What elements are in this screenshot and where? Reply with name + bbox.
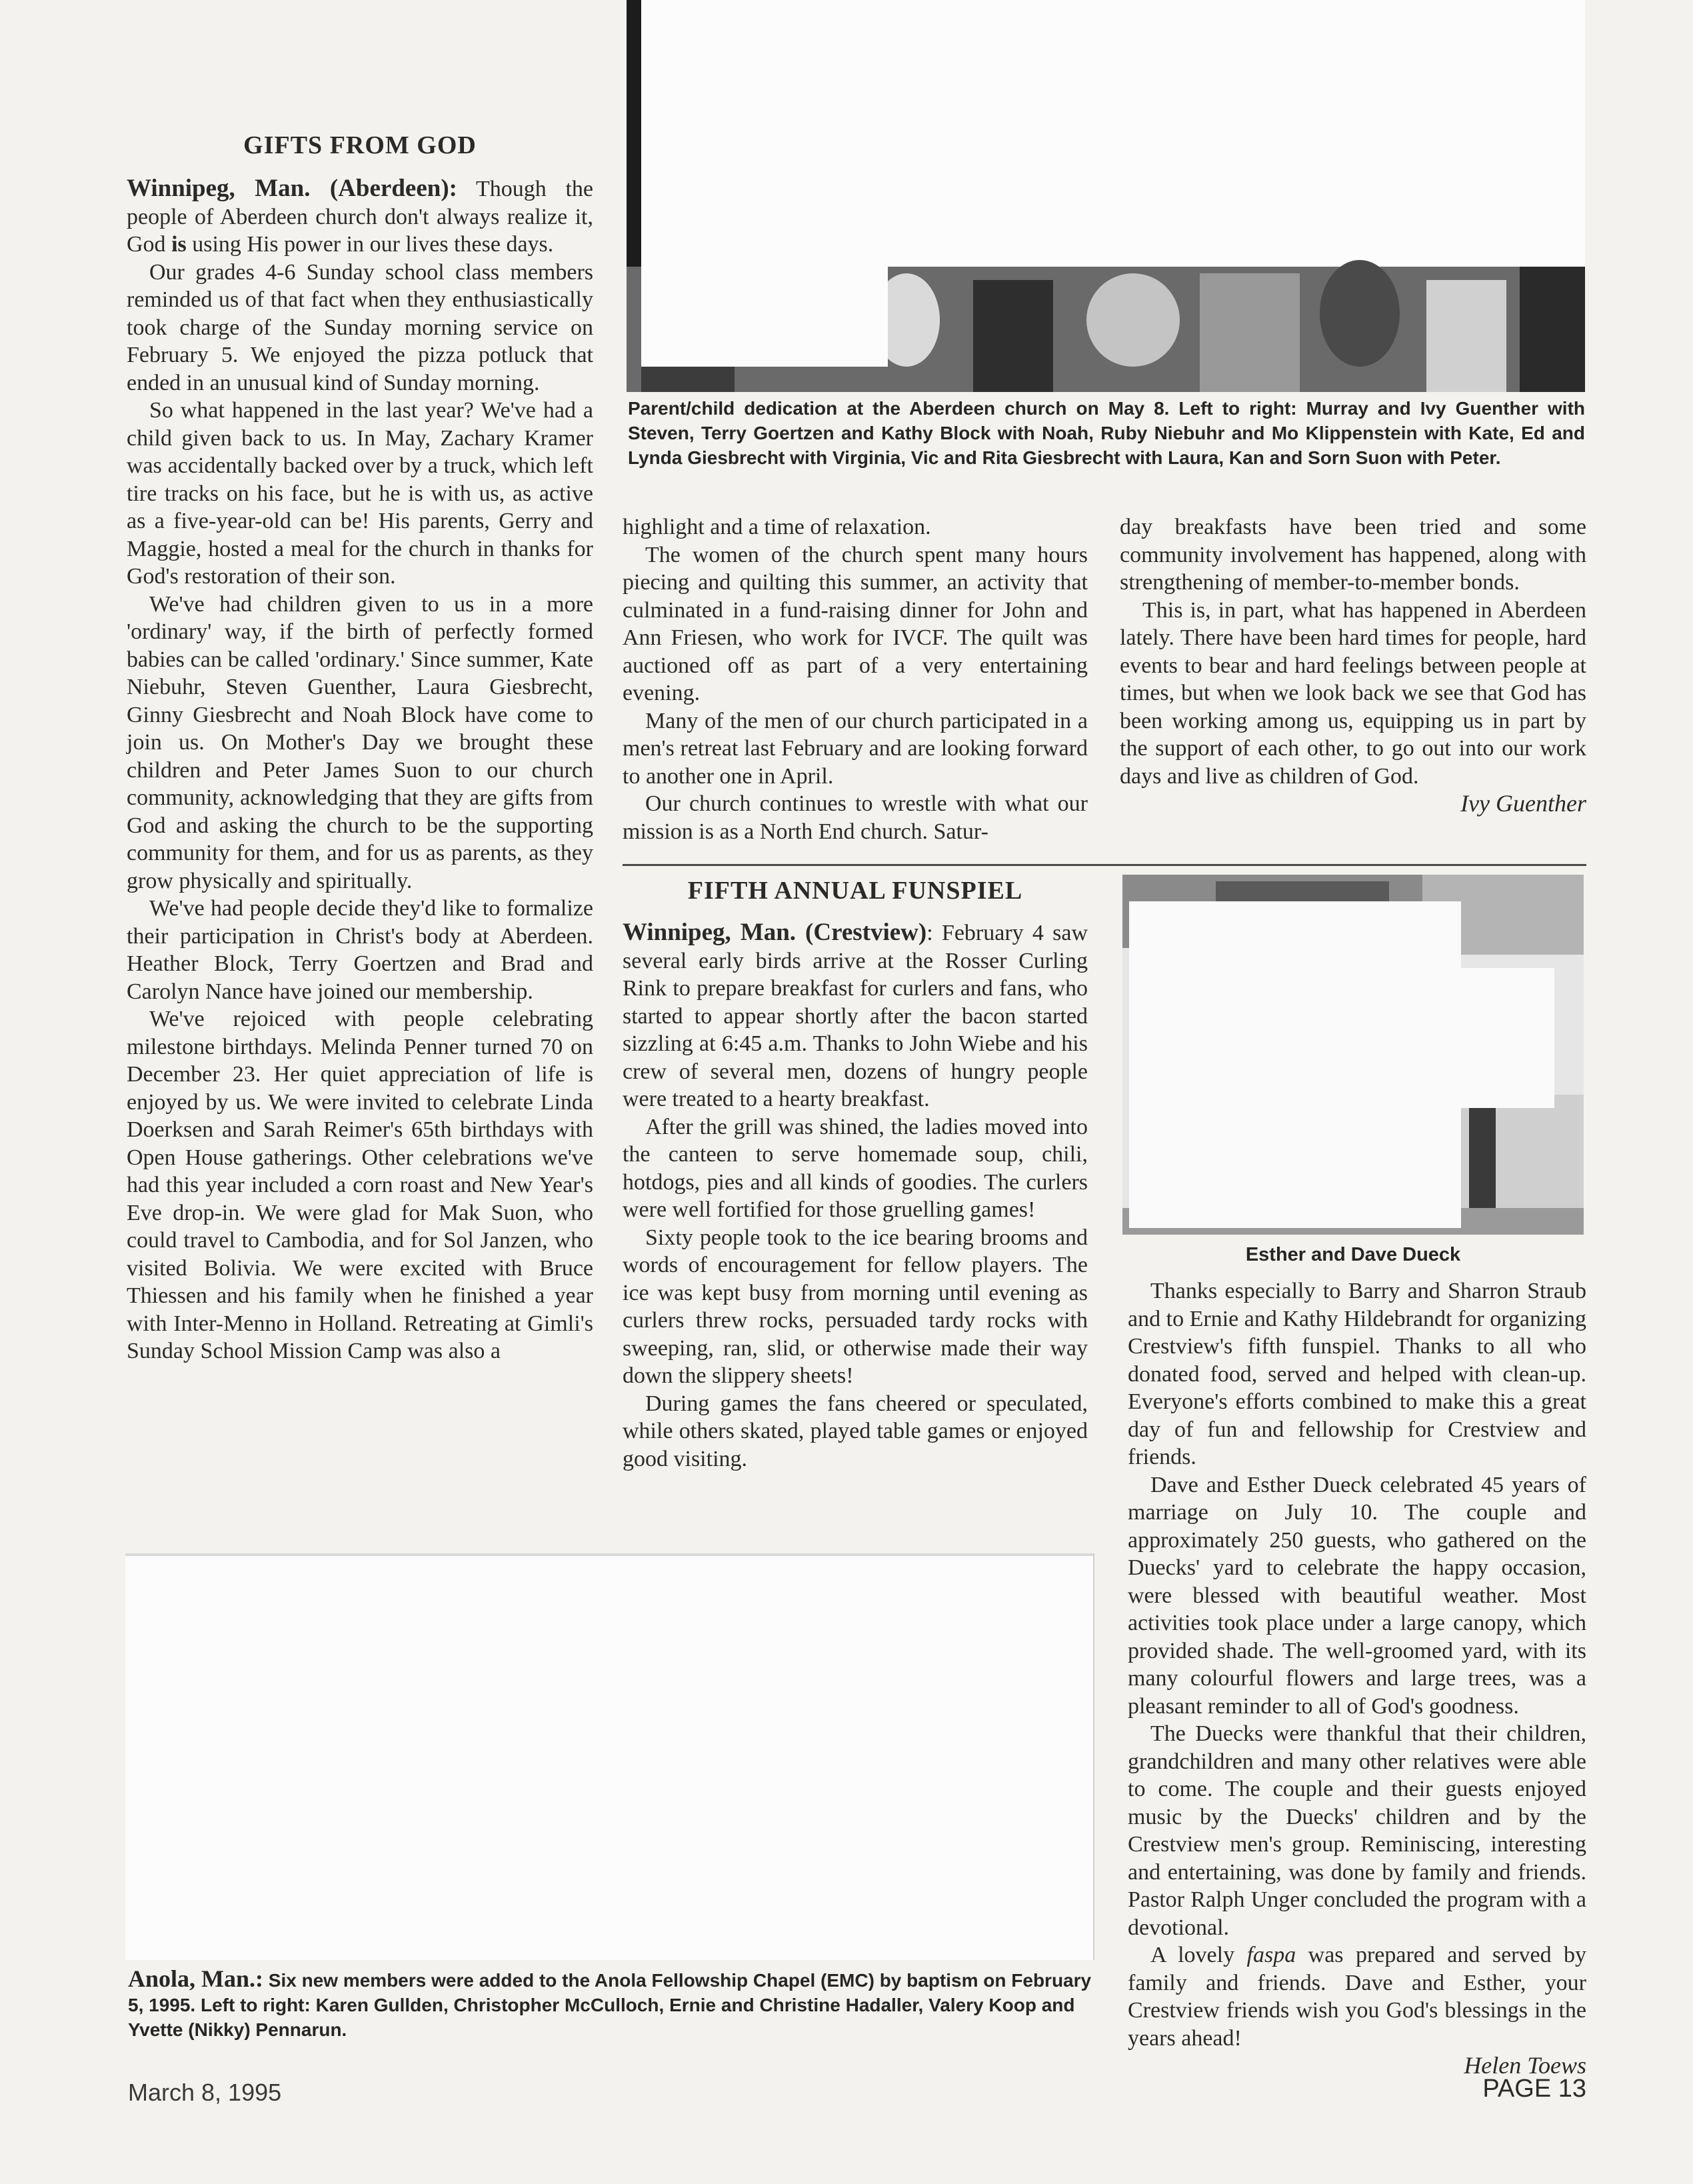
dateline: Winnipeg, Man. (Aberdeen):: [127, 175, 457, 202]
article-headline-funspiel: FIFTH ANNUAL FUNSPIEL: [687, 877, 1023, 905]
article-funspiel: [623, 919, 1088, 1473]
paragraph: So what happened in the last year? We've had a child given back to us. In May, Zachary Kramer was accidentally backed over by a truck, which left tire tracks on his face, but he is with us, as active as a five-year-old can be! His parents, Gerry and Maggie, hosted a meal for the church in thanks for God's restoration of their son.: [127, 398, 593, 589]
text: using His power in our lives these days.: [192, 232, 554, 257]
byline-ivy-guenther: Ivy Guenther: [1460, 790, 1586, 817]
paragraph: highlight and a time of relaxation.: [623, 515, 931, 539]
paragraph: [1128, 1941, 1586, 2052]
emphasis-text: is: [171, 232, 187, 257]
paragraph: This is, in part, what has happened in Aberdeen lately. There have been hard times for people, hard events to bear and hard feelings between people at times, but when we look back we see that God has been working among us, equipping us in part by the support of each other, to go out into our work days and live as children of God.: [1120, 597, 1586, 789]
section-divider: [623, 864, 1586, 866]
byline-helen-toews: Helen Toews: [1464, 2052, 1586, 2079]
article-crestview-continued: [1128, 1277, 1586, 2080]
photo-esther-dave-dueck: [1122, 875, 1584, 1235]
paragraph: Dave and Esther Dueck celebrated 45 years of marriage on July 10. The couple and approximately 250 guests, who gathered on the Duecks' yard to celebrate the happy occasion, were blessed with beautiful weather. Most activities took place under a large canopy, which provided shade. The well-groomed yard, with its many colourful flowers and large trees, was a pleasant reminder to all of God's goodness.: [1128, 1472, 1586, 1719]
paragraph: During games the fans cheered or speculated, while others skated, played table games or enjoyed good visiting.: [623, 1391, 1088, 1471]
text: Six new members were added to the Anola Fellowship Chapel (EMC) by baptism on February 5, 1995. Left to right: Karen Gullden, Christopher McCulloch, Ernie and Christine Hadaller, Valery Koop and Yvette (Nikky) Pennarun.: [128, 1970, 1092, 2040]
photo-image: [125, 1553, 1093, 1960]
text: A lovely: [1150, 1943, 1235, 1967]
paragraph: We've had people decide they'd like to formalize their participation in Christ's body at Aberdeen. Heather Block, Terry Goertzen and Brad and Carolyn Nance have joined our membership.: [127, 896, 593, 1004]
dateline: Anola, Man.:: [128, 1965, 264, 1992]
paragraph: Our grades 4-6 Sunday school class members reminded us of that fact when they enthusiastically took charge of the Sunday morning service on February 5. We enjoyed the pizza potluck that ended in an unusual kind of Sunday morning.: [127, 259, 593, 395]
text: : February 4 saw several early birds arrive at the Rosser Curling Rink to prepare breakfast for curlers and fans, who started to appear shortly after the bacon started sizzling at 6:45 a.m. Thanks to John Wiebe and his crew of several men, dozens of hungry people were treated to a hearty breakfast.: [623, 921, 1088, 1111]
paragraph: The women of the church spent many hours piecing and quilting this summer, an activity that culminated in a fund-raising dinner for John and Ann Friesen, who work for IVCF. The quilt was auctioned off as part of a very entertaining evening.: [623, 542, 1088, 705]
paragraph: After the grill was shined, the ladies moved into the canteen to serve homemade soup, chili, hotdogs, pies and all kinds of goodies. The curlers were well fortified for those gruelling games!: [623, 1114, 1088, 1222]
paragraph: Sixty people took to the ice bearing brooms and words of encouragement for fellow players. The ice was kept busy from morning until evening as curlers threw rocks, persuaded tardy rocks with sweeping, ran, slid, or otherwise made their way down the slippery sheets!: [623, 1225, 1088, 1388]
article-gifts-column-1: [127, 175, 593, 1365]
emphasis-text: faspa: [1246, 1943, 1296, 1967]
paragraph: [623, 919, 1088, 1113]
article-gifts-column-3: [1120, 513, 1586, 818]
paragraph: We've had children given to us in a more 'ordinary' way, if the birth of perfectly formed babies can be called 'ordinary.' Since summer, Kate Niebuhr, Steven Guenther, Laura Giesbrecht, Ginny Giesbrecht and Noah Block have come to join us. On Mother's Day we brought these children and Peter James Suon to our church community, acknowledging that they are gifts from God and asking the church to be the supporting community for them, and for us as parents, as they grow physically and spiritually.: [127, 591, 593, 893]
photo-caption-anola: [128, 1967, 1093, 2042]
photo-image: [627, 0, 1585, 392]
issue-date: March 8, 1995: [128, 2079, 282, 2106]
photo-caption-dueck: Esther and Dave Dueck: [1245, 1244, 1461, 1265]
photo-caption-dedication: Parent/child dedication at the Aberdeen church on May 8. Left to right: Murray and Ivy Guenther with Steven, Terry Goertzen and Kathy Block with Noah, Ruby Niebuhr and Mo Klippenstein with Kate, Ed and Lynda Giesbrecht with Virginia, Vic and Rita Giesbrecht with Laura, Kan and Sorn Suon with Peter.: [628, 398, 1585, 468]
article-gifts-column-2: [623, 513, 1088, 845]
page-number: PAGE 13: [1482, 2075, 1586, 2103]
paragraph: Many of the men of our church participated in a men's retreat last February and are looking forward to another one in April.: [623, 708, 1088, 789]
paragraph: Thanks especially to Barry and Sharron Straub and to Ernie and Kathy Hildebrandt for organizing Crestview's fifth funspiel. Thanks to all who donated food, served and helped with clean-up. Everyone's efforts combined to make this a great day of fun and fellowship for Crestview and friends.: [1128, 1279, 1586, 1469]
paragraph: day breakfasts have been tried and some community involvement has happened, along with strengthening of member-to-member bonds.: [1120, 515, 1586, 595]
text: was prepared and served by family and friends. Dave and Esther, your Crestview friends wish you God's blessings in the years ahead!: [1128, 1943, 1586, 2051]
article-headline-gifts-from-god: GIFTS FROM GOD: [243, 131, 477, 159]
paragraph: The Duecks were thankful that their children, grandchildren and many other relatives were able to come. The couple and their guests enjoyed music by the Duecks' children and by the Crestview men's group. Reminiscing, interesting and entertaining, was done by family and friends. Pastor Ralph Unger concluded the program with a devotional.: [1128, 1721, 1586, 1940]
paragraph: We've rejoiced with people celebrating milestone birthdays. Melinda Penner turned 70 on December 23. Her quiet appreciation of life is enjoyed by us. We were invited to celebrate Linda Doerksen and Sarah Reimer's 65th birthdays with Open House gatherings. Other celebrations we've had this year included a corn roast and New Year's Eve drop-in. We were glad for Mak Suon, who could travel to Cambodia, and for Sol Janzen, who visited Bolivia. We were excited with Bruce Thiessen and his family when he finished a year with Inter-Menno in Holland. Retreating at Gimli's Sunday School Mission Camp was also a: [127, 1007, 593, 1363]
photo-anola-baptism: [125, 1553, 1094, 1960]
text: Though the people of Aberdeen church don't always realize it, God: [127, 177, 593, 257]
paragraph: Our church continues to wrestle with what our mission is as a North End church. Satur-: [623, 791, 1088, 844]
dateline: Winnipeg, Man. (Crestview): [623, 919, 927, 946]
photo-image: [1122, 875, 1584, 1235]
photo-parent-child-dedication: [627, 0, 1585, 392]
paragraph: [127, 175, 593, 259]
